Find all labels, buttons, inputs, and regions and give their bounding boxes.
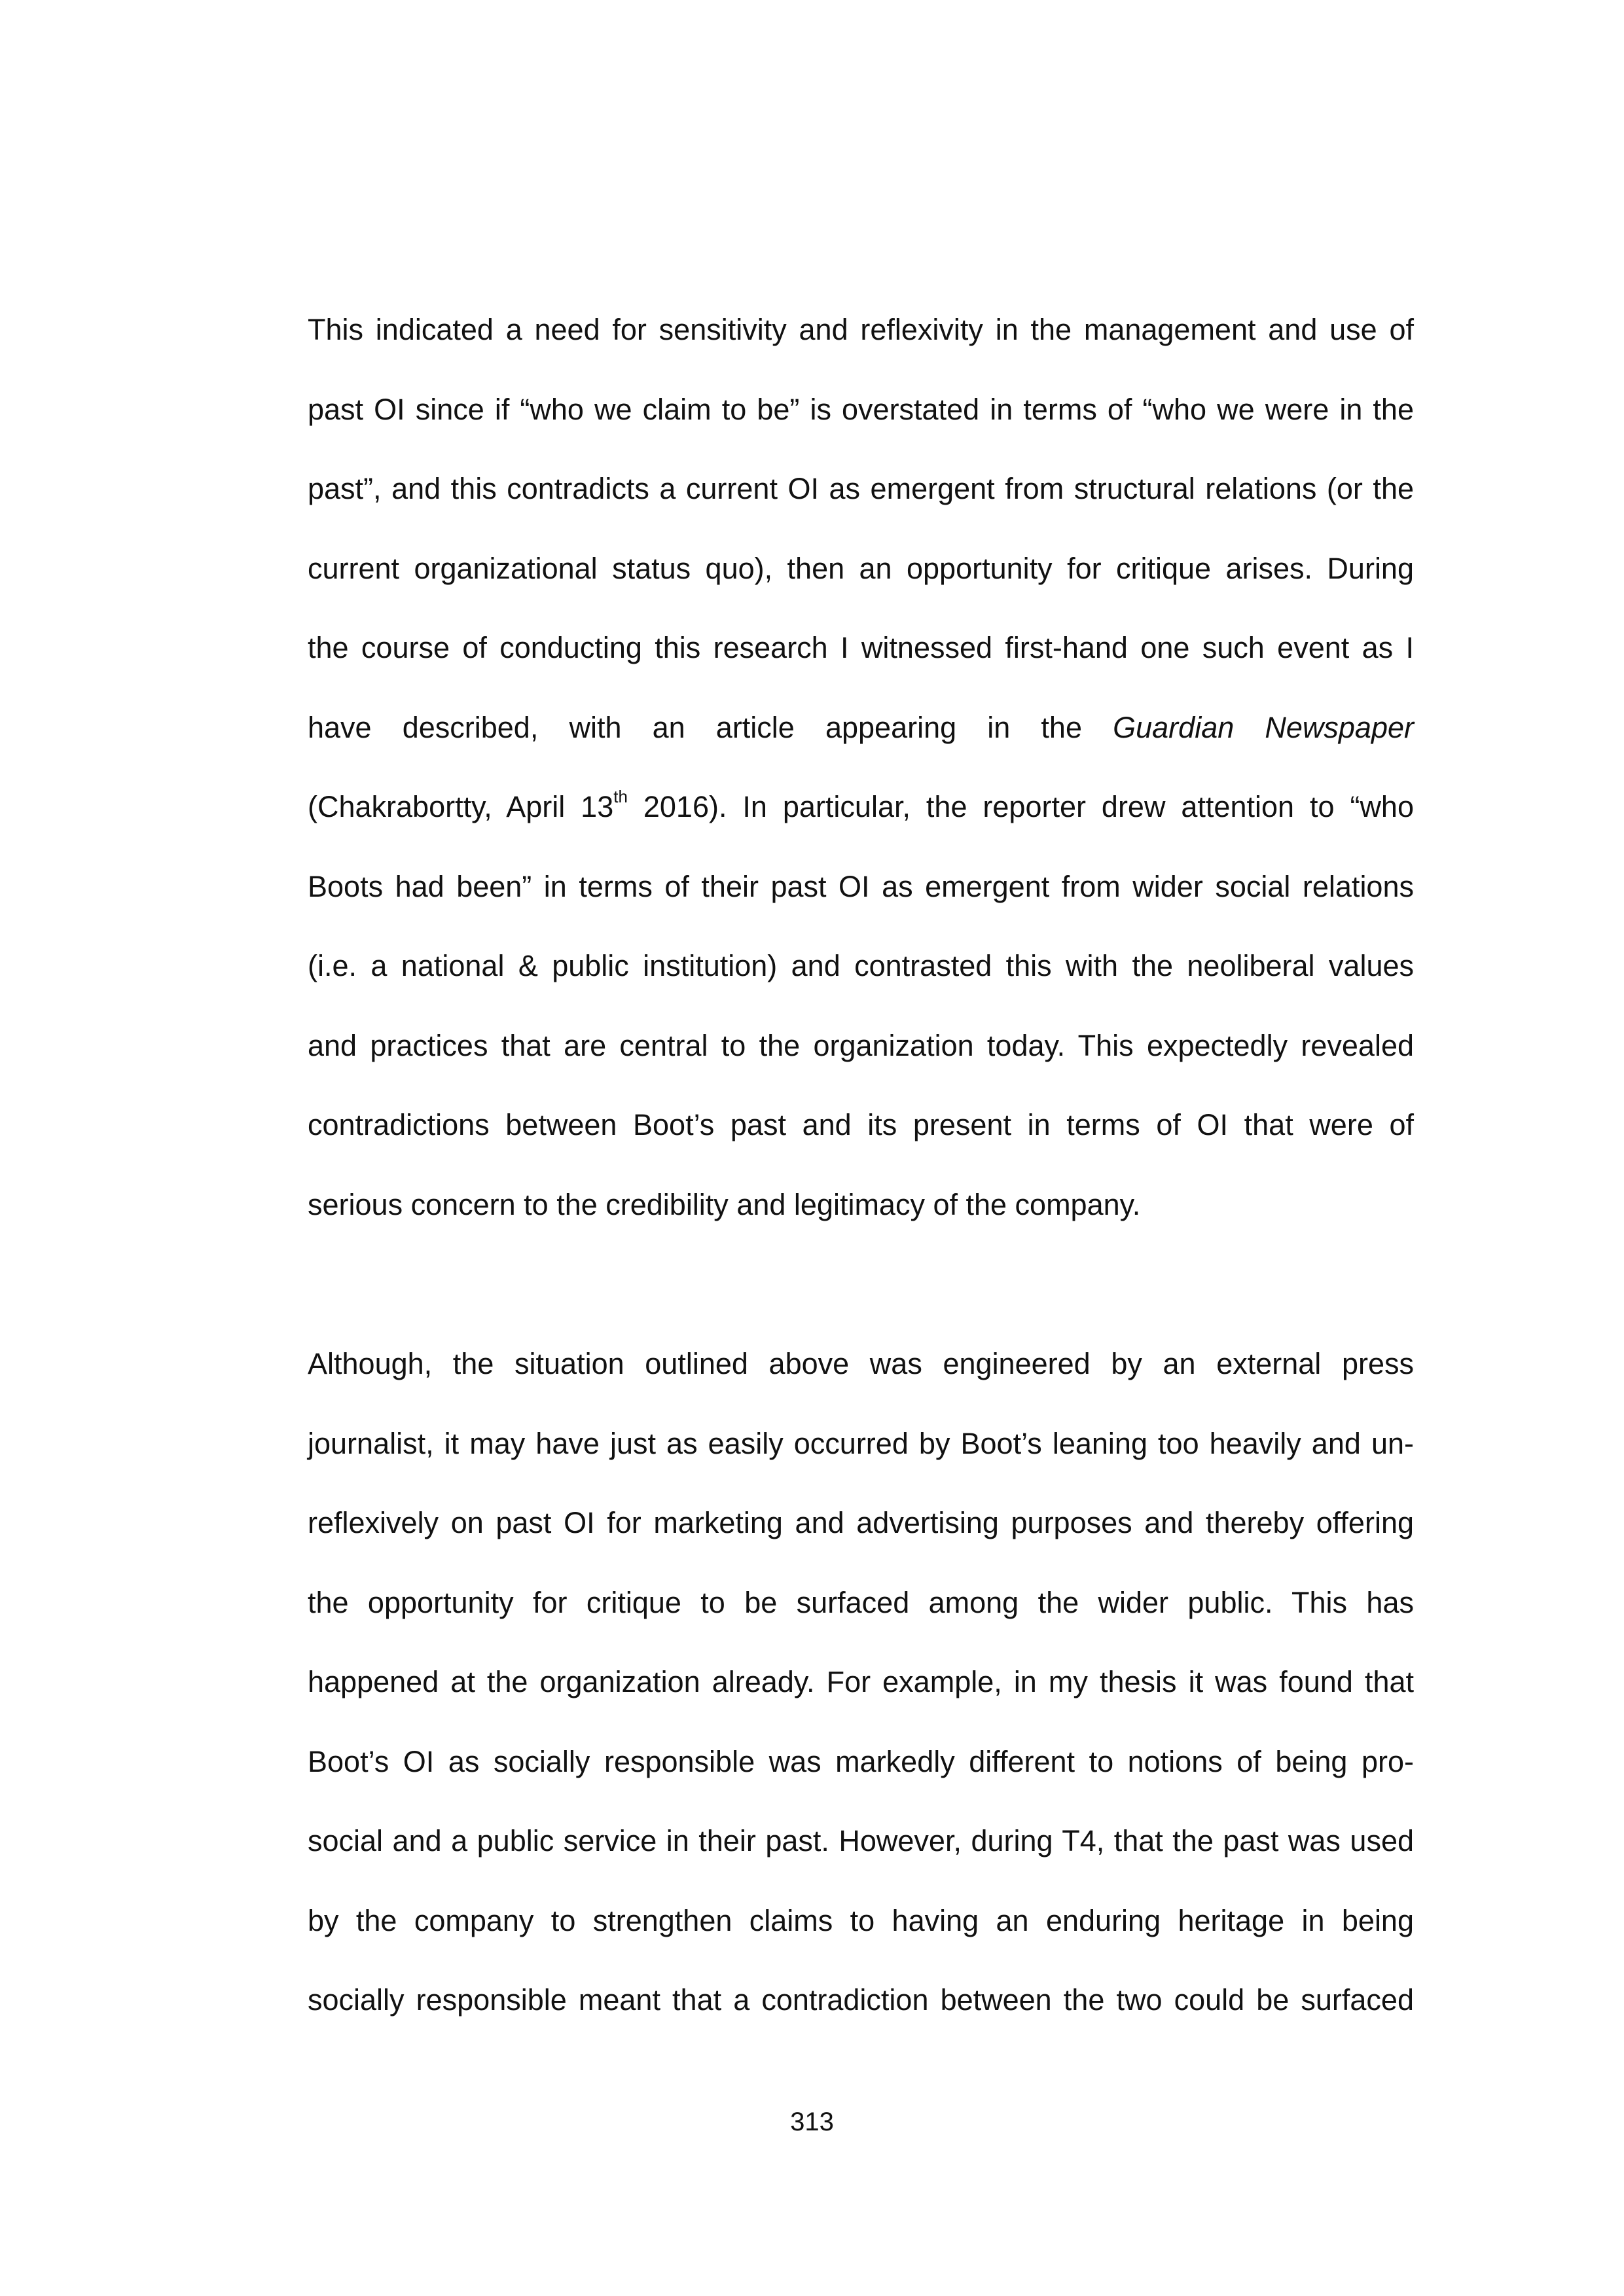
paragraph-line: the course of conducting this research I witnessed first-hand one such event as I <box>308 631 1414 664</box>
paragraph-2 <box>308 1324 1414 2040</box>
paragraph-line: past”, and this contradicts a current OI as emergent from structural relations (or the <box>308 472 1414 505</box>
paragraph-line: Boots had been” in terms of their past OI as emergent from wider social relations <box>308 869 1414 903</box>
paragraph-line: socially responsible meant that a contradiction between the two could be surfaced <box>308 1983 1414 2017</box>
paragraph-line-text: have described, with an article appearing in the <box>308 710 1082 744</box>
paragraph-line-text: 2016). In particular, the reporter drew attention to “who <box>627 790 1414 823</box>
paragraph-line: and practices that are central to the organization today. This expectedly revealed <box>308 1028 1414 1062</box>
paragraph-line: This indicated a need for sensitivity and reflexivity in the management and use of <box>308 313 1414 346</box>
paragraph-line: current organizational status quo), then an opportunity for critique arises. During <box>308 551 1414 585</box>
paragraph-line: Boot’s OI as socially responsible was markedly different to notions of being pro- <box>308 1744 1414 1778</box>
paragraph-last-line: serious concern to the credibility and legitimacy of the company. <box>308 1187 1141 1221</box>
paragraph-line: reflexively on past OI for marketing and advertising purposes and thereby offering <box>308 1506 1414 1539</box>
page-number: 313 <box>790 2108 834 2136</box>
paragraph-line-text: (Chakrabortty, April 13 <box>308 790 614 823</box>
paragraph-line-with-italic-title <box>308 688 1414 768</box>
paragraph-line: journalist, it may have just as easily occurred by Boot’s leaning too heavily and un- <box>308 1426 1414 1460</box>
paragraph-line: contradictions between Boot’s past and its present in terms of OI that were of <box>308 1108 1414 1141</box>
paragraph-line: Although, the situation outlined above was engineered by an external press <box>308 1347 1414 1380</box>
paragraph-line: the opportunity for critique to be surfaced among the wider public. This has <box>308 1585 1414 1619</box>
paragraph-line: happened at the organization already. For example, in my thesis it was found that <box>308 1665 1414 1698</box>
paragraph-line-with-date <box>308 767 1414 847</box>
paragraph-line: by the company to strengthen claims to having an enduring heritage in being <box>308 1903 1414 1937</box>
newspaper-title: Guardian Newspaper <box>1113 710 1414 744</box>
paragraph-line: (i.e. a national & public institution) and contrasted this with the neoliberal values <box>308 949 1414 982</box>
paragraph-1 <box>308 290 1414 1244</box>
ordinal-superscript: th <box>613 787 628 806</box>
paragraph-line: past OI since if “who we claim to be” is overstated in terms of “who we were in the <box>308 392 1414 426</box>
paragraph-line: social and a public service in their past. However, during T4, that the past was used <box>308 1824 1414 1857</box>
